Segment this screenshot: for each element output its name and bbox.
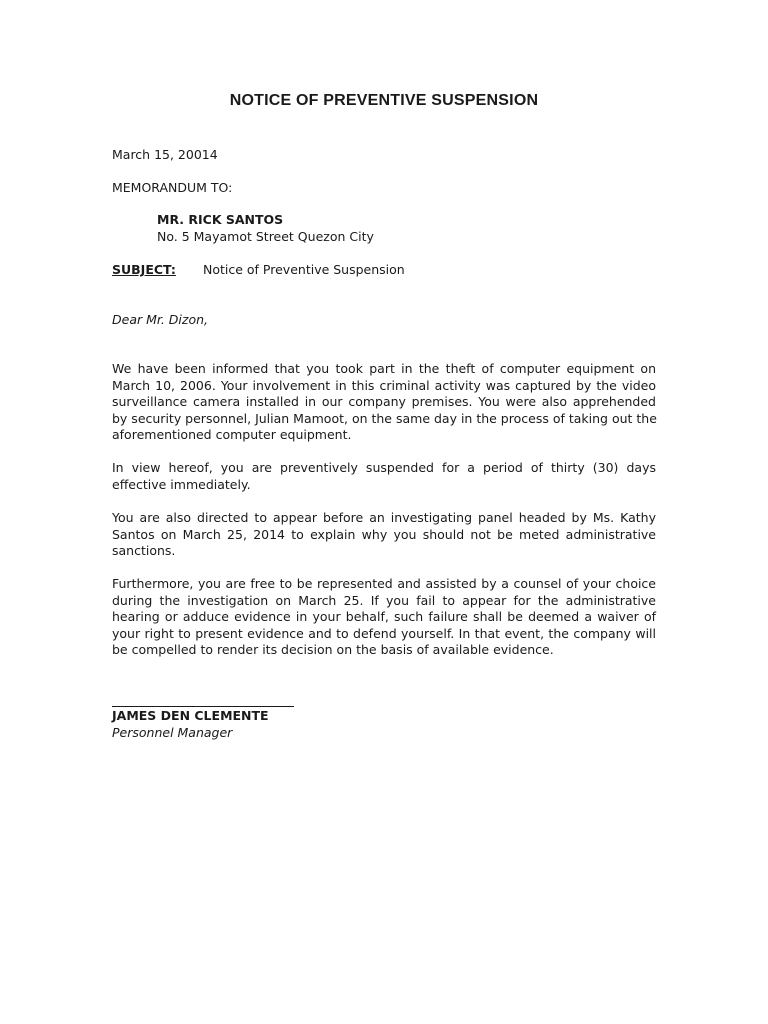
paragraph-line: You are also directed to appear before an investigating panel headed by Ms. Kathy	[112, 510, 656, 525]
signatory-name: JAMES DEN CLEMENTE	[112, 708, 269, 723]
recipient-address: No. 5 Mayamot Street Quezon City	[157, 229, 374, 244]
paragraph-line: your right to present evidence and to defend yourself. In that event, the company will	[112, 625, 656, 641]
body-paragraph-1	[112, 361, 656, 444]
subject-value: Notice of Preventive Suspension	[203, 262, 405, 277]
paragraph-line: March 10, 2006. Your involvement in this criminal activity was captured by the video	[112, 377, 656, 393]
body-paragraph-2	[112, 460, 656, 493]
body-paragraph-4	[112, 576, 656, 659]
signature-line	[112, 706, 294, 707]
letter-date: March 15, 20014	[112, 147, 218, 162]
subject-label: SUBJECT:	[112, 262, 176, 277]
paragraph-line: sanctions.	[112, 543, 176, 558]
memorandum-to-label: MEMORANDUM TO:	[112, 180, 233, 195]
paragraph-line: surveillance camera installed in our company premises. You were also apprehended	[112, 394, 656, 409]
paragraph-line: be compelled to render its decision on the basis of available evidence.	[112, 642, 554, 657]
recipient-name: MR. RICK SANTOS	[157, 212, 284, 227]
paragraph-line: effective immediately.	[112, 476, 251, 492]
signatory-position: Personnel Manager	[112, 725, 233, 740]
paragraph-line: In view hereof, you are preventively suspended for a period of thirty (30) days	[112, 460, 656, 475]
salutation: Dear Mr. Dizon,	[112, 312, 209, 327]
paragraph-line: during the investigation on March 25. If you fail to appear for the administrative	[112, 592, 656, 608]
subject-line	[112, 262, 512, 279]
paragraph-line: Santos on March 25, 2014 to explain why you should not be meted administrative	[112, 526, 656, 542]
body-paragraph-3	[112, 510, 656, 560]
document-title: NOTICE OF PREVENTIVE SUSPENSION	[229, 92, 539, 109]
paragraph-line: Furthermore, you are free to be represented and assisted by a counsel of your choice	[112, 576, 656, 591]
paragraph-line: hearing or adduce evidence in your behalf, such failure shall be deemed a waiver of	[112, 609, 656, 624]
paragraph-line: We have been informed that you took part in the theft of computer equipment on	[112, 361, 656, 376]
paragraph-line: aforementioned computer equipment.	[112, 427, 352, 442]
paragraph-line: by security personnel, Julian Mamoot, on the same day in the process of taking out the	[112, 410, 657, 426]
